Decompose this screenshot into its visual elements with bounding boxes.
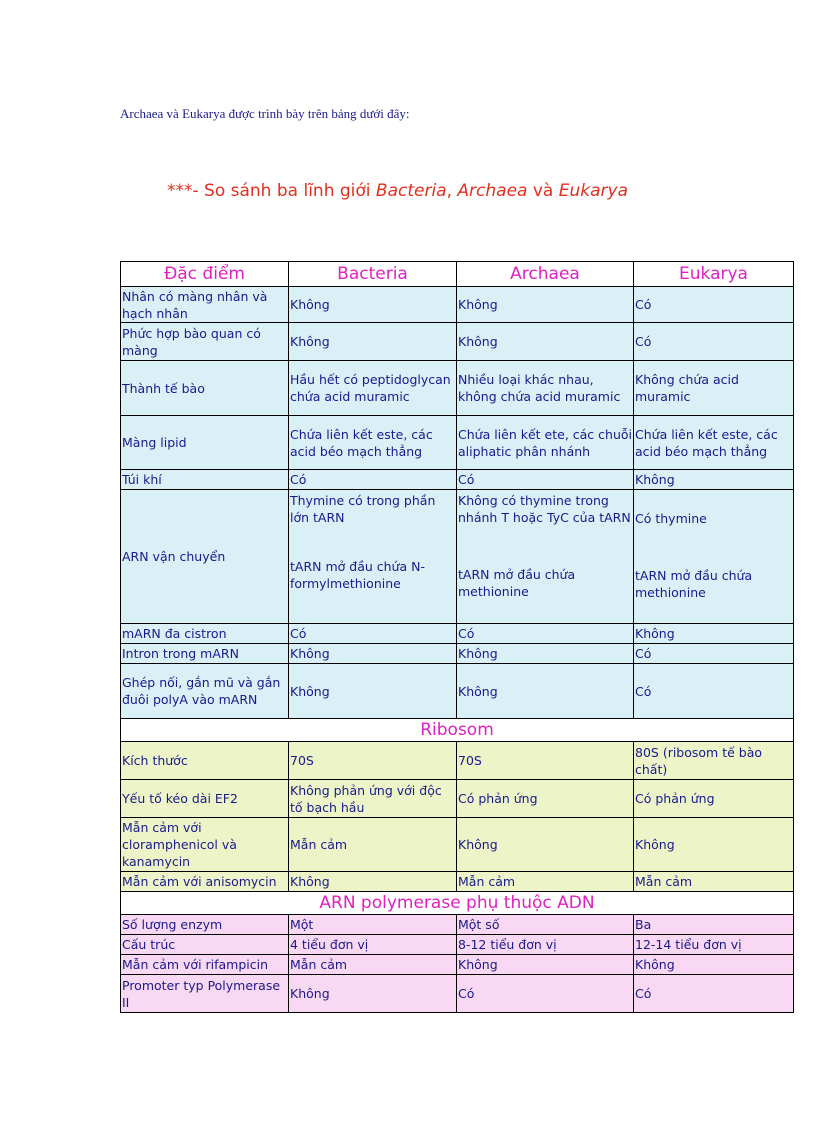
table-row [121, 935, 794, 955]
table-row-arn [121, 490, 794, 624]
table-cell: Có [457, 975, 634, 1013]
table-cell: Có phản ứng [457, 780, 634, 818]
table-cell: Có [634, 975, 794, 1013]
section-row-ribosom [121, 719, 794, 742]
table-cell: Nhiều loại khác nhau, không chứa acid muramic [457, 361, 634, 416]
header-row [121, 262, 794, 287]
table-cell: Không [457, 323, 634, 361]
table-cell [634, 490, 794, 624]
table-cell: Không [289, 644, 457, 664]
arn-eukarya-top: Có thymine [635, 511, 707, 526]
table-cell: Mẫn cảm [289, 818, 457, 872]
heading-prefix: ***- So sánh ba lĩnh giới [167, 181, 376, 201]
table-cell: Không [289, 975, 457, 1013]
table-cell: Không [457, 664, 634, 719]
table-cell: Không [634, 470, 794, 490]
table-cell: Không [634, 955, 794, 975]
table-cell: Có [289, 470, 457, 490]
table-row [121, 742, 794, 780]
table-cell: Thành tế bào [121, 361, 289, 416]
table-row [121, 323, 794, 361]
table-cell: mARN đa cistron [121, 624, 289, 644]
table-cell: Một số [457, 915, 634, 935]
table-cell: Có [457, 470, 634, 490]
table-cell: Túi khí [121, 470, 289, 490]
table-cell: 80S (ribosom tế bào chất) [634, 742, 794, 780]
comparison-table [120, 261, 794, 1013]
header-cell: Đặc điểm [121, 262, 289, 287]
table-cell: 12-14 tiểu đơn vị [634, 935, 794, 955]
section-title-ribosom: Ribosom [121, 719, 794, 742]
table-cell: Chứa liên kết este, các acid béo mạch thẳng [289, 416, 457, 470]
arn-eukarya-bottom: tARN mở đầu chứa methionine [635, 568, 753, 600]
arn-bacteria-top: Thymine có trong phần lớn tARN [290, 493, 436, 525]
table-cell: Ghép nối, gắn mũ và gắn đuôi polyA vào mARN [121, 664, 289, 719]
table-cell: Một [289, 915, 457, 935]
table-cell: Hầu hết có peptidoglycan chứa acid muramic [289, 361, 457, 416]
table-cell: Có [634, 644, 794, 664]
section-heading [167, 181, 628, 201]
table-row [121, 287, 794, 323]
table-cell: Không [289, 323, 457, 361]
table-cell: Có [457, 624, 634, 644]
table-row [121, 470, 794, 490]
section-title-polymerase: ARN polymerase phụ thuộc ADN [121, 892, 794, 915]
table-row [121, 664, 794, 719]
table-cell: Không [634, 818, 794, 872]
header-cell: Archaea [457, 262, 634, 287]
table-row [121, 780, 794, 818]
table-row [121, 955, 794, 975]
heading-sep2: và [527, 181, 559, 201]
table-cell: Không [457, 955, 634, 975]
table-cell: Chứa liên kết ete, các chuỗi aliphatic phân nhánh [457, 416, 634, 470]
table-row [121, 644, 794, 664]
table-cell: ARN vận chuyển [121, 490, 289, 624]
heading-archaea: Archaea [457, 181, 528, 201]
table-cell: Có phản ứng [634, 780, 794, 818]
table-cell: Không phản ứng với độc tố bạch hầu [289, 780, 457, 818]
table-cell: Màng lipid [121, 416, 289, 470]
header-cell: Bacteria [289, 262, 457, 287]
table-cell: Không [457, 818, 634, 872]
table-cell: 70S [457, 742, 634, 780]
table-cell: Chứa liên kết este, các acid béo mạch thẳng [634, 416, 794, 470]
table-cell: Mẫn cảm với rifampicin [121, 955, 289, 975]
table-cell: Không [634, 624, 794, 644]
table-cell: Không [289, 664, 457, 719]
table-cell: Cấu trúc [121, 935, 289, 955]
table-cell: Có [634, 323, 794, 361]
table-cell: Không [457, 644, 634, 664]
table-cell: Ba [634, 915, 794, 935]
table-cell [289, 490, 457, 624]
table-cell: Không [289, 872, 457, 892]
table-cell: 70S [289, 742, 457, 780]
table-cell: Nhân có màng nhân và hạch nhân [121, 287, 289, 323]
table-cell: Promoter typ Polymerase II [121, 975, 289, 1013]
table-row [121, 872, 794, 892]
table-cell: Mẫn cảm [289, 955, 457, 975]
arn-archaea-top: Không có thymine trong nhánh T hoặc TyC của tARN [458, 493, 631, 525]
table-row [121, 361, 794, 416]
table-cell: Kích thước [121, 742, 289, 780]
table-cell: Không chứa acid muramic [634, 361, 794, 416]
table-cell: Mẫn cảm [457, 872, 634, 892]
table-row [121, 818, 794, 872]
table-cell: Phức hợp bào quan có màng [121, 323, 289, 361]
heading-sep1: , [446, 181, 458, 201]
table-cell [457, 490, 634, 624]
table-cell: Mẫn cảm với cloramphenicol và kanamycin [121, 818, 289, 872]
arn-archaea-bottom: tARN mở đầu chứa methionine [458, 567, 576, 599]
arn-bacteria-bottom: tARN mở đầu chứa N-formylmethionine [290, 559, 425, 591]
table-cell: Có [634, 287, 794, 323]
table-cell: Không [289, 287, 457, 323]
table-cell: 8-12 tiểu đơn vị [457, 935, 634, 955]
header-cell: Eukarya [634, 262, 794, 287]
table-cell: Có [289, 624, 457, 644]
section-row-polymerase [121, 892, 794, 915]
heading-eukarya: Eukarya [558, 181, 629, 201]
table-cell: Không [457, 287, 634, 323]
table-cell: Mẫn cảm với anisomycin [121, 872, 289, 892]
table-cell: Yếu tố kéo dài EF2 [121, 780, 289, 818]
table-row [121, 416, 794, 470]
table-cell: Số lượng enzym [121, 915, 289, 935]
intro-text: Archaea và Eukarya được trình bày trên bảng dưới đây: [120, 106, 410, 121]
heading-bacteria: Bacteria [375, 181, 447, 201]
table-cell: Có [634, 664, 794, 719]
table-row [121, 975, 794, 1013]
table-cell: Mẫn cảm [634, 872, 794, 892]
table-cell: 4 tiểu đơn vị [289, 935, 457, 955]
table-cell: Intron trong mARN [121, 644, 289, 664]
table-row [121, 915, 794, 935]
table-row [121, 624, 794, 644]
